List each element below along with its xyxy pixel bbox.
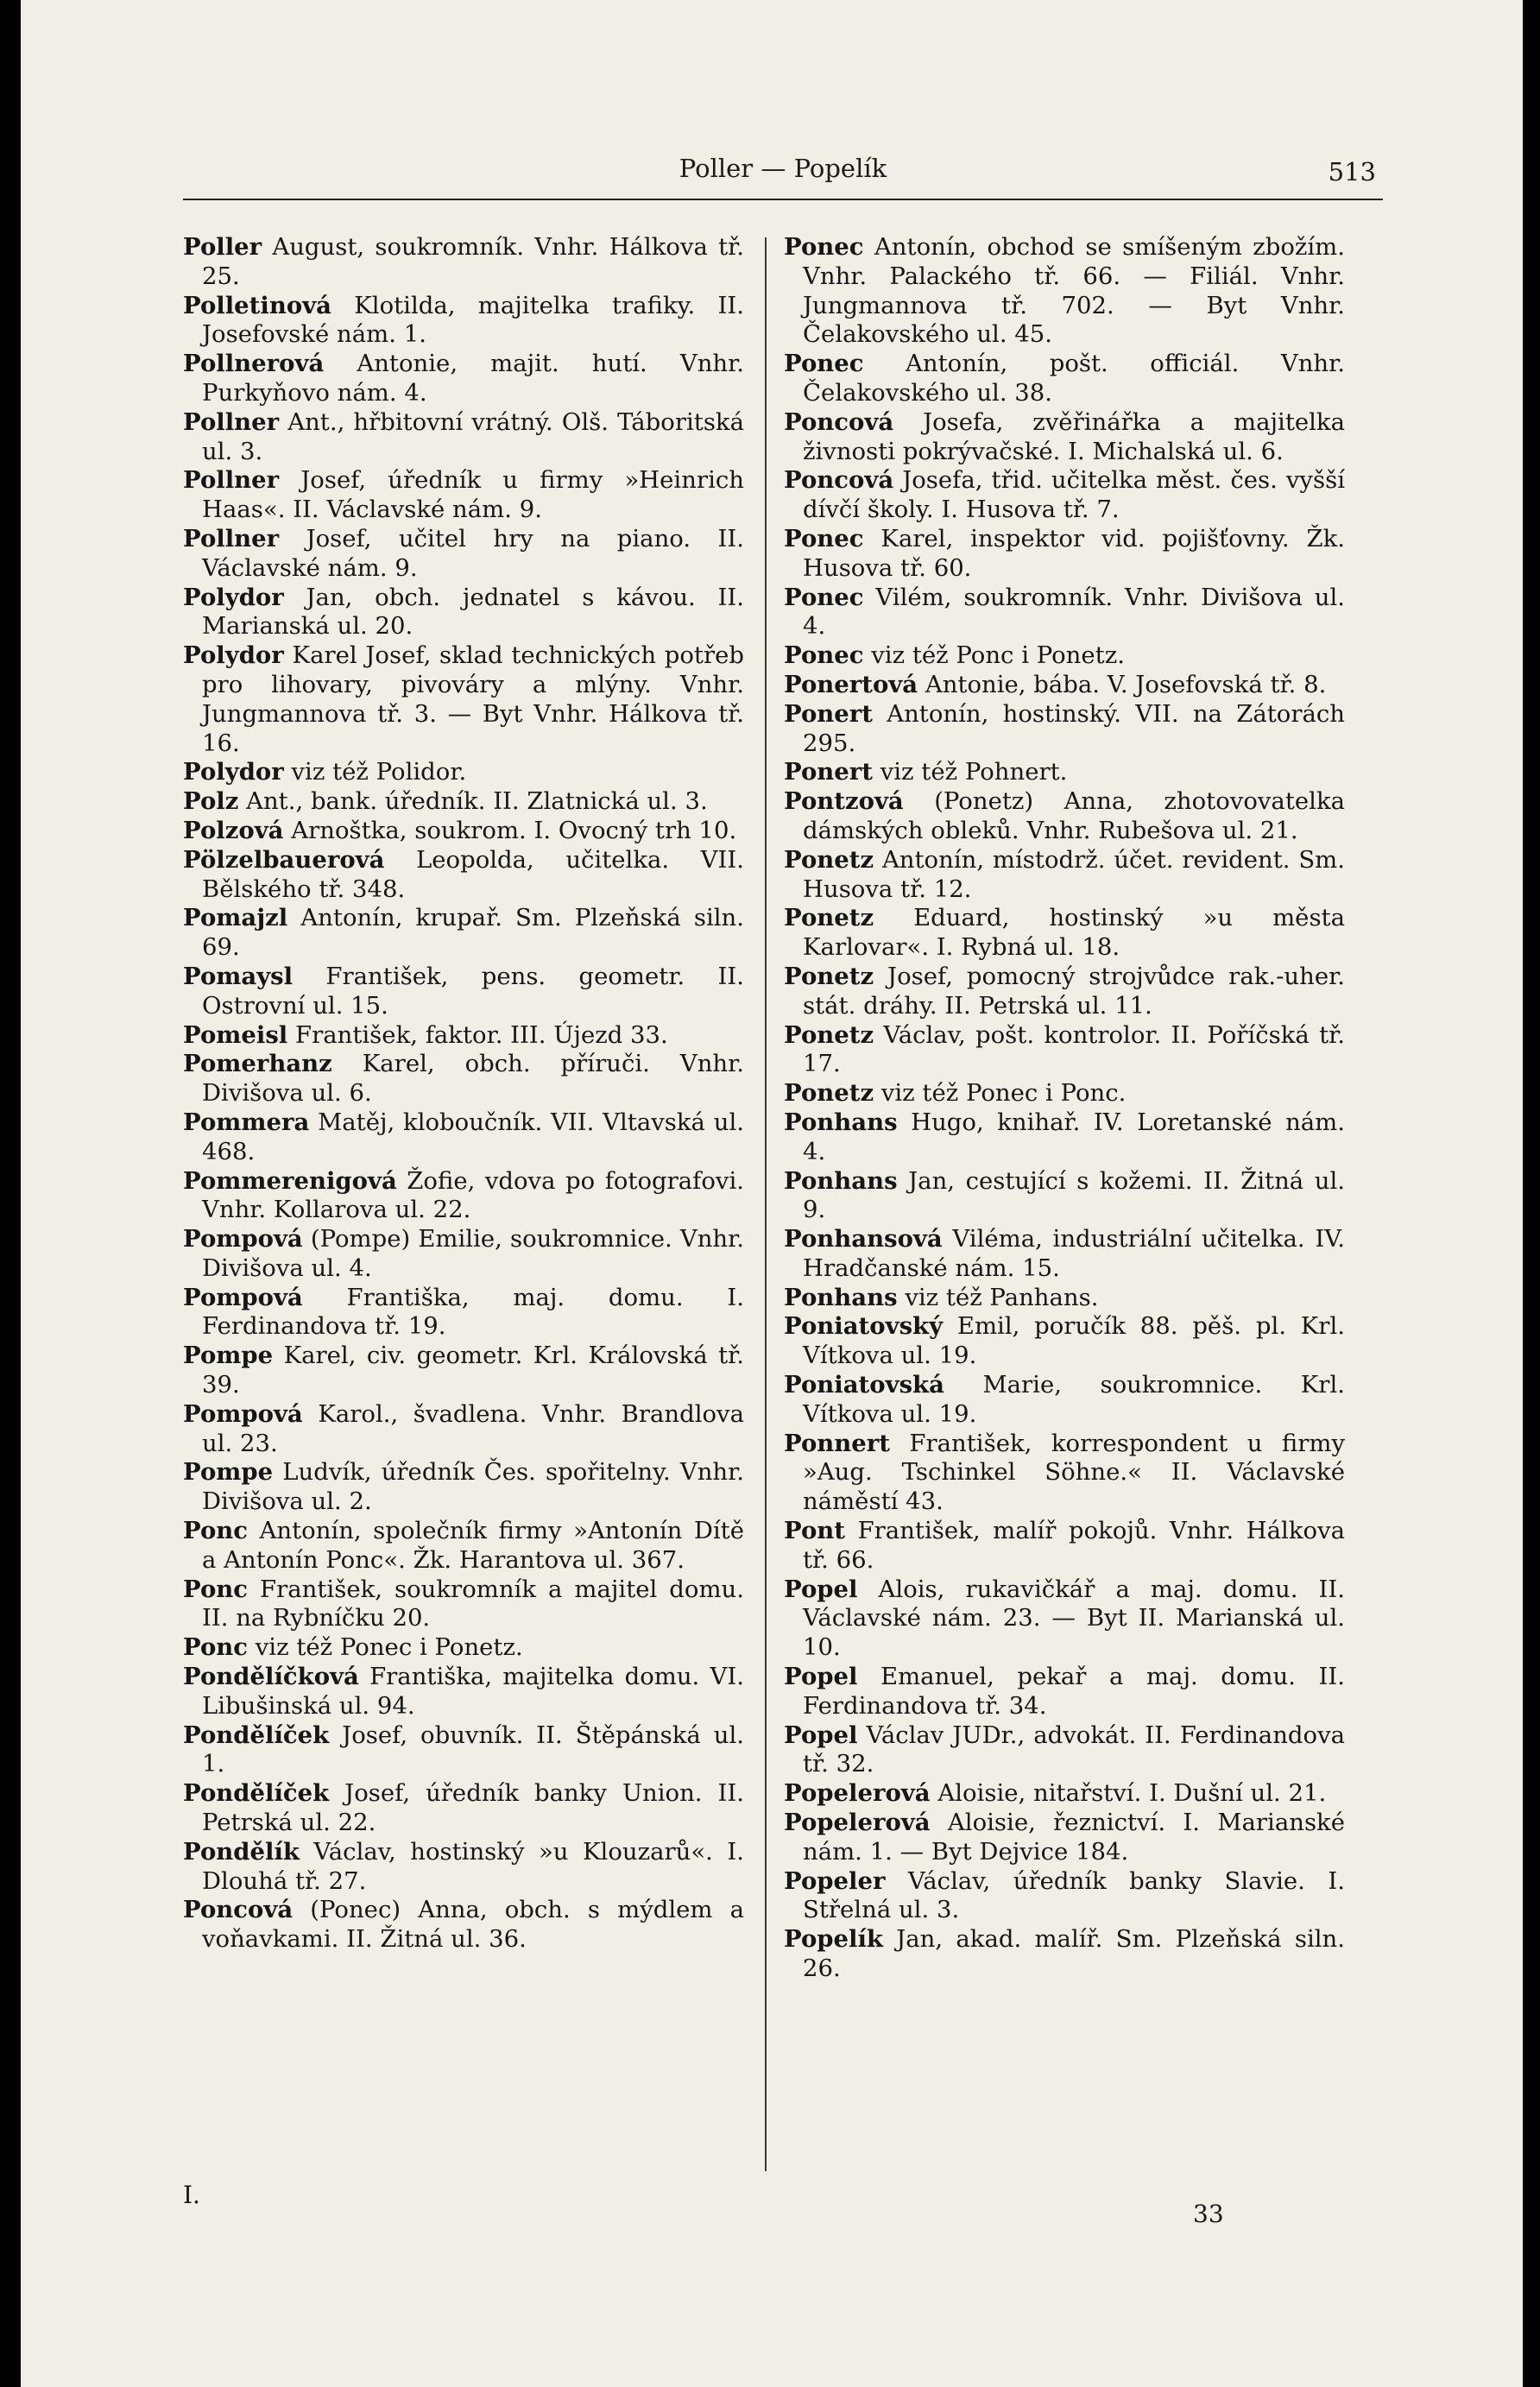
entry-surname: Pölzelbauerová xyxy=(183,845,385,874)
entry-details: Karel, obch. příruči. Vnhr. Divišova ul. 6. xyxy=(202,1050,744,1108)
entry-details: Josefa, zvěřinářka a majitelka živnosti pokrývačské. I. Michalská ul. 6. xyxy=(803,407,1345,465)
entry-surname: Pomaysl xyxy=(183,962,293,990)
directory-entry xyxy=(183,846,744,905)
directory-page xyxy=(21,0,1523,2387)
entry-surname: Pomeisl xyxy=(183,1020,288,1049)
entry-details: Františka, majitelka domu. VI. Libušinská ul. 94. xyxy=(202,1663,744,1720)
entry-surname: Pontzová xyxy=(784,787,904,816)
entry-details: Klotilda, majitelka trafiky. II. Josefovské nám. 1. xyxy=(202,291,744,349)
entry-details: Marie, soukromnice. Krl. Vítkova ul. 19. xyxy=(803,1371,1345,1428)
entry-details: Jan, akad. malíř. Sm. Plzeňská siln. 26. xyxy=(803,1925,1345,1983)
directory-entry xyxy=(183,1284,744,1342)
entry-details: Josef, úředník u firmy »Heinrich Haas«. II. Václavské nám. 9. xyxy=(202,466,744,524)
directory-entry xyxy=(183,1896,744,1954)
left-column xyxy=(183,233,744,1954)
entry-surname: Pompe xyxy=(183,1458,274,1487)
entry-details: (Pompe) Emilie, soukromnice. Vnhr. Divišova ul. 4. xyxy=(202,1225,744,1282)
directory-entry xyxy=(784,1779,1345,1809)
entry-surname: Pommera xyxy=(183,1108,310,1136)
entry-details: Eduard, hostinský »u města Karlovar«. I. Rybná ul. 18. xyxy=(803,904,1345,962)
entry-surname: Polz xyxy=(183,787,239,816)
directory-entry xyxy=(183,1663,744,1721)
directory-entry xyxy=(183,1779,744,1838)
entry-surname: Ponert xyxy=(784,699,873,728)
entry-surname: Popel xyxy=(784,1721,858,1749)
entry-surname: Ponc xyxy=(183,1517,249,1545)
entry-surname: Pompová xyxy=(183,1399,303,1428)
directory-entry xyxy=(784,1721,1345,1780)
entry-details: František, soukromník a majitel domu. II. na Rybníčku 20. xyxy=(202,1575,744,1632)
directory-entry xyxy=(784,1371,1345,1430)
entry-details: Jan, obch. jednatel s kávou. II. Marianská ul. 20. xyxy=(202,583,744,641)
entry-details: viz též Ponec i Ponc. xyxy=(874,1079,1127,1108)
entry-details: Josef, pomocný strojvůdce rak.-uher. stát. dráhy. II. Petrská ul. 11. xyxy=(803,962,1345,1020)
column-tail-note: I. xyxy=(183,2181,200,2209)
directory-entry xyxy=(183,584,744,642)
entry-surname: Pommerenigová xyxy=(183,1166,397,1195)
entry-surname: Pollner xyxy=(183,466,280,495)
directory-entry xyxy=(183,408,744,467)
entry-details: Matěj, kloboučník. VII. Vltavská ul. 468. xyxy=(202,1108,744,1165)
entry-surname: Pondělík xyxy=(183,1837,300,1866)
entry-details: Antonín, místodrž. účet. revident. Sm. Husova tř. 12. xyxy=(803,845,1345,903)
signature-mark: 33 xyxy=(1193,2200,1224,2228)
directory-entry xyxy=(784,758,1345,787)
entry-details: Aloisie, nitařství. I. Dušní ul. 21. xyxy=(930,1779,1327,1808)
entry-details: viz též Panhans. xyxy=(897,1283,1099,1311)
directory-entry xyxy=(784,1312,1345,1371)
directory-entry xyxy=(183,466,744,525)
directory-entry xyxy=(784,641,1345,671)
right-column xyxy=(784,233,1345,1984)
directory-entry xyxy=(183,350,744,408)
directory-entry xyxy=(183,641,744,758)
directory-entry xyxy=(183,1400,744,1459)
directory-entry xyxy=(183,1050,744,1108)
entry-surname: Pompe xyxy=(183,1342,274,1370)
entry-details: Ant., bank. úředník. II. Zlatnická ul. 3. xyxy=(238,787,708,816)
entry-details: Antonín, společník firmy »Antonín Dítě a Antonín Ponc«. Žk. Harantova ul. 367. xyxy=(202,1517,744,1574)
entry-details: (Ponetz) Anna, zhotovovatelka dámských obleků. Vnhr. Rubešova ul. 21. xyxy=(803,787,1345,844)
entry-details: Ludvík, úředník Čes. spořitelny. Vnhr. Divišova ul. 2. xyxy=(202,1458,744,1516)
entry-surname: Poller xyxy=(183,233,262,261)
directory-entry xyxy=(183,787,744,817)
entry-details: Václav, pošt. kontrolor. II. Poříčská tř. 17. xyxy=(803,1020,1345,1078)
directory-entry xyxy=(183,1721,744,1780)
entry-details: Jan, cestující s kožemi. II. Žitná ul. 9. xyxy=(803,1166,1345,1224)
entry-surname: Ponec xyxy=(784,641,864,670)
entry-details: Antonie, majit. hutí. Vnhr. Purkyňovo nám. 4. xyxy=(202,350,744,407)
entry-surname: Polletinová xyxy=(183,291,331,319)
entry-details: Alois, rukavičkář a maj. domu. II. Václavské nám. 23. — Byt II. Marianská ul. 10. xyxy=(803,1575,1345,1662)
directory-entry xyxy=(784,700,1345,759)
directory-entry xyxy=(183,1576,744,1634)
directory-entry xyxy=(183,1633,744,1663)
entry-details: Josef, učitel hry na piano. II. Václavské nám. 9. xyxy=(202,524,744,582)
directory-entry xyxy=(784,1167,1345,1226)
entry-details: František, faktor. III. Újezd 33. xyxy=(287,1020,668,1049)
entry-surname: Poniatovský xyxy=(784,1312,944,1341)
entry-surname: Ponetz xyxy=(784,1079,874,1108)
entry-surname: Poniatovská xyxy=(784,1371,944,1399)
directory-entry xyxy=(183,904,744,963)
directory-entry xyxy=(183,1167,744,1226)
running-title: Poller — Popelík xyxy=(678,154,887,183)
entry-surname: Popelerová xyxy=(784,1809,931,1837)
entry-details: Viléma, industriální učitelka. IV. Hradčanské nám. 15. xyxy=(803,1225,1345,1282)
directory-entry xyxy=(183,963,744,1021)
entry-details: Karel Josef, sklad technických potřeb pro lihovary, pivováry a mlýny. Vnhr. Jungmannova tř. 3. — Byt Vnhr. Hálkova tř. 16. xyxy=(202,641,744,757)
directory-entry xyxy=(183,525,744,584)
directory-entry xyxy=(784,584,1345,642)
entry-details: Václav, hostinský »u Klouzarů«. I. Dlouhá tř. 27. xyxy=(202,1837,744,1895)
entry-surname: Polydor xyxy=(183,641,284,670)
directory-entry xyxy=(784,525,1345,584)
directory-entry xyxy=(784,466,1345,525)
entry-details: Ant., hřbitovní vrátný. Olš. Táboritská ul. 3. xyxy=(202,407,744,465)
entry-details: Antonín, pošt. officiál. Vnhr. Čelakovského ul. 38. xyxy=(803,350,1345,407)
entry-details: Karol., švadlena. Vnhr. Brandlova ul. 23. xyxy=(202,1399,744,1457)
entry-surname: Ponetz xyxy=(784,962,874,990)
entry-surname: Pomerhanz xyxy=(183,1050,332,1078)
entry-surname: Pollner xyxy=(183,524,280,553)
entry-details: Leopolda, učitelka. VII. Bělského tř. 348. xyxy=(202,845,744,903)
entry-details: Antonín, obchod se smíšeným zbožím. Vnhr. Palackého tř. 66. — Filiál. Vnhr. Jungmannova tř. 702. — Byt Vnhr. Čelakovského ul. 45. xyxy=(803,233,1345,349)
entry-details: Emil, poručík 88. pěš. pl. Krl. Vítkova ul. 19. xyxy=(803,1312,1345,1370)
entry-details: František, korrespondent u firmy »Aug. Tschinkel Söhne.« II. Václavské náměstí 43. xyxy=(803,1429,1345,1516)
entry-surname: Pompová xyxy=(183,1283,303,1311)
entry-surname: Ponertová xyxy=(784,670,918,698)
directory-entry xyxy=(784,350,1345,408)
directory-entry xyxy=(784,233,1345,350)
entry-surname: Polydor xyxy=(183,758,284,786)
entry-details: Hugo, knihař. IV. Loretanské nám. 4. xyxy=(803,1108,1345,1165)
directory-entry xyxy=(183,817,744,846)
entry-surname: Ponhans xyxy=(784,1108,898,1136)
directory-entry xyxy=(183,1021,744,1051)
entry-surname: Ponec xyxy=(784,350,864,378)
entry-details: František, malíř pokojů. Vnhr. Hálkova tř. 66. xyxy=(803,1517,1345,1574)
entry-surname: Pollnerová xyxy=(183,350,325,378)
entry-surname: Poncová xyxy=(784,407,894,436)
entry-surname: Popeler xyxy=(784,1866,886,1895)
directory-entry xyxy=(784,1867,1345,1926)
entry-surname: Ponetz xyxy=(784,904,874,932)
entry-surname: Popelík xyxy=(784,1925,883,1954)
directory-entry xyxy=(784,787,1345,846)
entry-details: Karel, inspektor vid. pojišťovny. Žk. Husova tř. 60. xyxy=(803,524,1345,582)
entry-surname: Ponetz xyxy=(784,845,874,874)
entry-surname: Ponec xyxy=(784,524,864,553)
directory-entry xyxy=(784,408,1345,467)
entry-details: Antonín, krupař. Sm. Plzeňská siln. 69. xyxy=(202,904,744,962)
entry-surname: Popel xyxy=(784,1575,858,1603)
entry-details: viz též Ponc i Ponetz. xyxy=(863,641,1125,670)
entry-surname: Pondělíček xyxy=(183,1721,330,1749)
entry-surname: Pollner xyxy=(183,407,280,436)
entry-details: Aloisie, řeznictví. I. Marianské nám. 1. — Byt Dejvice 184. xyxy=(803,1809,1345,1866)
directory-entry xyxy=(784,671,1345,700)
entry-details: Antonie, bába. V. Josefovská tř. 8. xyxy=(918,670,1327,698)
entry-details: August, soukromník. Vnhr. Hálkova tř. 25. xyxy=(202,233,744,290)
entry-surname: Ponhans xyxy=(784,1283,898,1311)
entry-details: viz též Ponec i Ponetz. xyxy=(248,1633,523,1662)
directory-entry xyxy=(183,233,744,292)
entry-details: Žofie, vdova po fotografovi. Vnhr. Kollarova ul. 22. xyxy=(202,1166,744,1224)
directory-entry xyxy=(183,1342,744,1400)
directory-entry xyxy=(784,1225,1345,1284)
entry-surname: Popel xyxy=(784,1663,858,1691)
directory-entry xyxy=(784,1517,1345,1576)
page-header xyxy=(183,138,1383,200)
directory-entry xyxy=(784,904,1345,963)
column-divider xyxy=(765,237,767,2171)
entry-details: Josef, obuvník. II. Štěpánská ul. 1. xyxy=(202,1721,744,1778)
entry-surname: Ponec xyxy=(784,583,864,611)
directory-entry xyxy=(784,1284,1345,1313)
entry-details: Josefa, třid. učitelka měst. čes. vyšší dívčí školy. I. Husova tř. 7. xyxy=(803,466,1345,524)
entry-details: Josef, úředník banky Union. II. Petrská ul. 22. xyxy=(202,1779,744,1837)
directory-entry xyxy=(784,1430,1345,1517)
directory-entry xyxy=(784,1108,1345,1167)
entry-surname: Polzová xyxy=(183,816,284,844)
entry-surname: Ponhansová xyxy=(784,1225,943,1253)
entry-details: Arnoštka, soukrom. I. Ovocný trh 10. xyxy=(283,816,737,844)
entry-surname: Ponert xyxy=(784,758,873,786)
directory-entry xyxy=(784,1809,1345,1867)
directory-entry xyxy=(784,963,1345,1021)
entry-surname: Pondělíčková xyxy=(183,1663,359,1691)
entry-details: (Ponec) Anna, obch. s mýdlem a voňavkami. II. Žitná ul. 36. xyxy=(202,1896,744,1954)
entry-details: viz též Pohnert. xyxy=(872,758,1068,786)
entry-surname: Poncová xyxy=(183,1896,293,1924)
entry-surname: Ponec xyxy=(784,233,864,261)
entry-details: Emanuel, pekař a maj. domu. II. Ferdinandova tř. 34. xyxy=(803,1663,1345,1720)
entry-surname: Pompová xyxy=(183,1225,303,1253)
entry-details: Václav, úředník banky Slavie. I. Střelná ul. 3. xyxy=(803,1866,1345,1924)
directory-entry xyxy=(183,1225,744,1284)
directory-entry xyxy=(183,758,744,787)
directory-entry xyxy=(183,1108,744,1167)
entry-details: Vilém, soukromník. Vnhr. Divišova ul. 4. xyxy=(803,583,1345,641)
directory-entry xyxy=(183,292,744,350)
directory-entry xyxy=(784,1663,1345,1721)
entry-surname: Ponnert xyxy=(784,1429,890,1457)
entry-surname: Polydor xyxy=(183,583,284,611)
entry-details: Antonín, hostinský. VII. na Zátorách 295. xyxy=(803,699,1345,757)
entry-surname: Popelerová xyxy=(784,1779,931,1808)
directory-entry xyxy=(784,1079,1345,1108)
directory-entry xyxy=(183,1517,744,1576)
directory-entry xyxy=(784,1021,1345,1080)
entry-details: Václav JUDr., advokát. II. Ferdinandova tř. 32. xyxy=(803,1721,1345,1778)
directory-entry xyxy=(784,1576,1345,1663)
entry-surname: Ponc xyxy=(183,1575,249,1603)
page-number: 513 xyxy=(1328,157,1376,186)
entry-details: František, pens. geometr. II. Ostrovní ul. 15. xyxy=(202,962,744,1020)
directory-entry xyxy=(784,846,1345,905)
directory-entry xyxy=(183,1458,744,1517)
directory-entry xyxy=(784,1925,1345,1984)
entry-details: Františka, maj. domu. I. Ferdinandova tř. 19. xyxy=(202,1283,744,1341)
entry-surname: Pomajzl xyxy=(183,904,288,932)
entry-details: viz též Polidor. xyxy=(283,758,467,786)
directory-entry xyxy=(183,1838,744,1897)
entry-surname: Ponetz xyxy=(784,1020,874,1049)
entry-surname: Pondělíček xyxy=(183,1779,330,1808)
entry-details: Karel, civ. geometr. Krl. Královská tř. 39. xyxy=(202,1342,744,1399)
entry-surname: Poncová xyxy=(784,466,894,495)
entry-surname: Ponc xyxy=(183,1633,249,1662)
entry-surname: Ponhans xyxy=(784,1166,898,1195)
entry-surname: Pont xyxy=(784,1517,845,1545)
